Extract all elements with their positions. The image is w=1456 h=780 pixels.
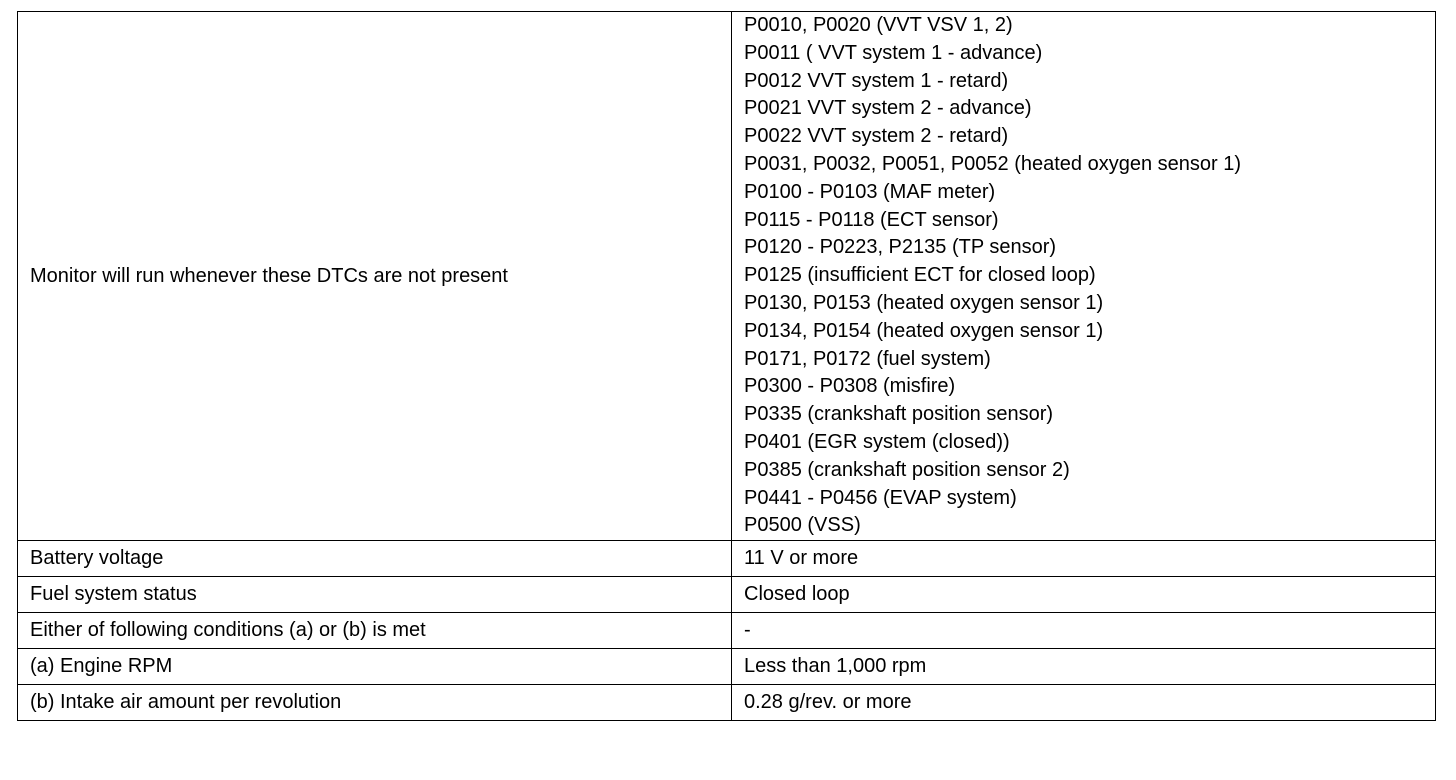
dtc-row bbox=[18, 12, 1436, 541]
either-condition-row bbox=[18, 613, 1436, 649]
condition-label: Either of following conditions (a) or (b) is met bbox=[18, 613, 732, 649]
dtc-code-item: P0120 - P0223, P2135 (TP sensor) bbox=[744, 236, 1057, 259]
dtc-code-item: P0012 VVT system 1 - retard) bbox=[744, 69, 1009, 92]
dtc-code-item: P0134, P0154 (heated oxygen sensor 1) bbox=[744, 319, 1104, 342]
dtc-code-item: P0171, P0172 (fuel system) bbox=[744, 347, 991, 370]
dtc-row-label: Monitor will run whenever these DTCs are not present bbox=[18, 12, 732, 541]
condition-label: Battery voltage bbox=[18, 541, 732, 577]
dtc-code-item: P0022 VVT system 2 - retard) bbox=[744, 125, 1009, 148]
condition-value: Less than 1,000 rpm bbox=[732, 649, 1436, 685]
condition-label: Fuel system status bbox=[18, 577, 732, 613]
condition-value: - bbox=[732, 613, 1436, 649]
monitor-conditions-table bbox=[17, 11, 1436, 721]
dtc-code-item: P0021 VVT system 2 - advance) bbox=[744, 97, 1032, 120]
dtc-code-item: P0401 (EGR system (closed)) bbox=[744, 430, 1010, 453]
condition-label: (a) Engine RPM bbox=[18, 649, 732, 685]
dtc-code-item: P0011 ( VVT system 1 - advance) bbox=[744, 41, 1043, 64]
dtc-code-item: P0100 - P0103 (MAF meter) bbox=[744, 180, 996, 203]
dtc-code-item: P0010, P0020 (VVT VSV 1, 2) bbox=[744, 14, 1013, 36]
fuel-system-status-row bbox=[18, 577, 1436, 613]
condition-value: 11 V or more bbox=[732, 541, 1436, 577]
intake-air-amount-row bbox=[18, 685, 1436, 721]
condition-value: 0.28 g/rev. or more bbox=[732, 685, 1436, 721]
dtc-code-item: P0130, P0153 (heated oxygen sensor 1) bbox=[744, 291, 1104, 314]
battery-voltage-row bbox=[18, 541, 1436, 577]
dtc-code-item: P0300 - P0308 (misfire) bbox=[744, 375, 956, 398]
condition-label: (b) Intake air amount per revolution bbox=[18, 685, 732, 721]
dtc-code-item: P0385 (crankshaft position sensor 2) bbox=[744, 458, 1070, 481]
dtc-code-item: P0115 - P0118 (ECT sensor) bbox=[744, 208, 999, 231]
dtc-code-item: P0335 (crankshaft position sensor) bbox=[744, 403, 1054, 426]
dtc-code-item: P0031, P0032, P0051, P0052 (heated oxygen sensor 1) bbox=[744, 152, 1242, 175]
engine-rpm-row bbox=[18, 649, 1436, 685]
condition-value: Closed loop bbox=[732, 577, 1436, 613]
dtc-code-item: P0441 - P0456 (EVAP system) bbox=[744, 486, 1017, 509]
dtc-code-list bbox=[732, 12, 1436, 541]
conditions-table-body bbox=[18, 12, 1436, 721]
dtc-code-item: P0500 (VSS) bbox=[744, 514, 861, 537]
dtc-code-item: P0125 (insufficient ECT for closed loop) bbox=[744, 264, 1096, 287]
